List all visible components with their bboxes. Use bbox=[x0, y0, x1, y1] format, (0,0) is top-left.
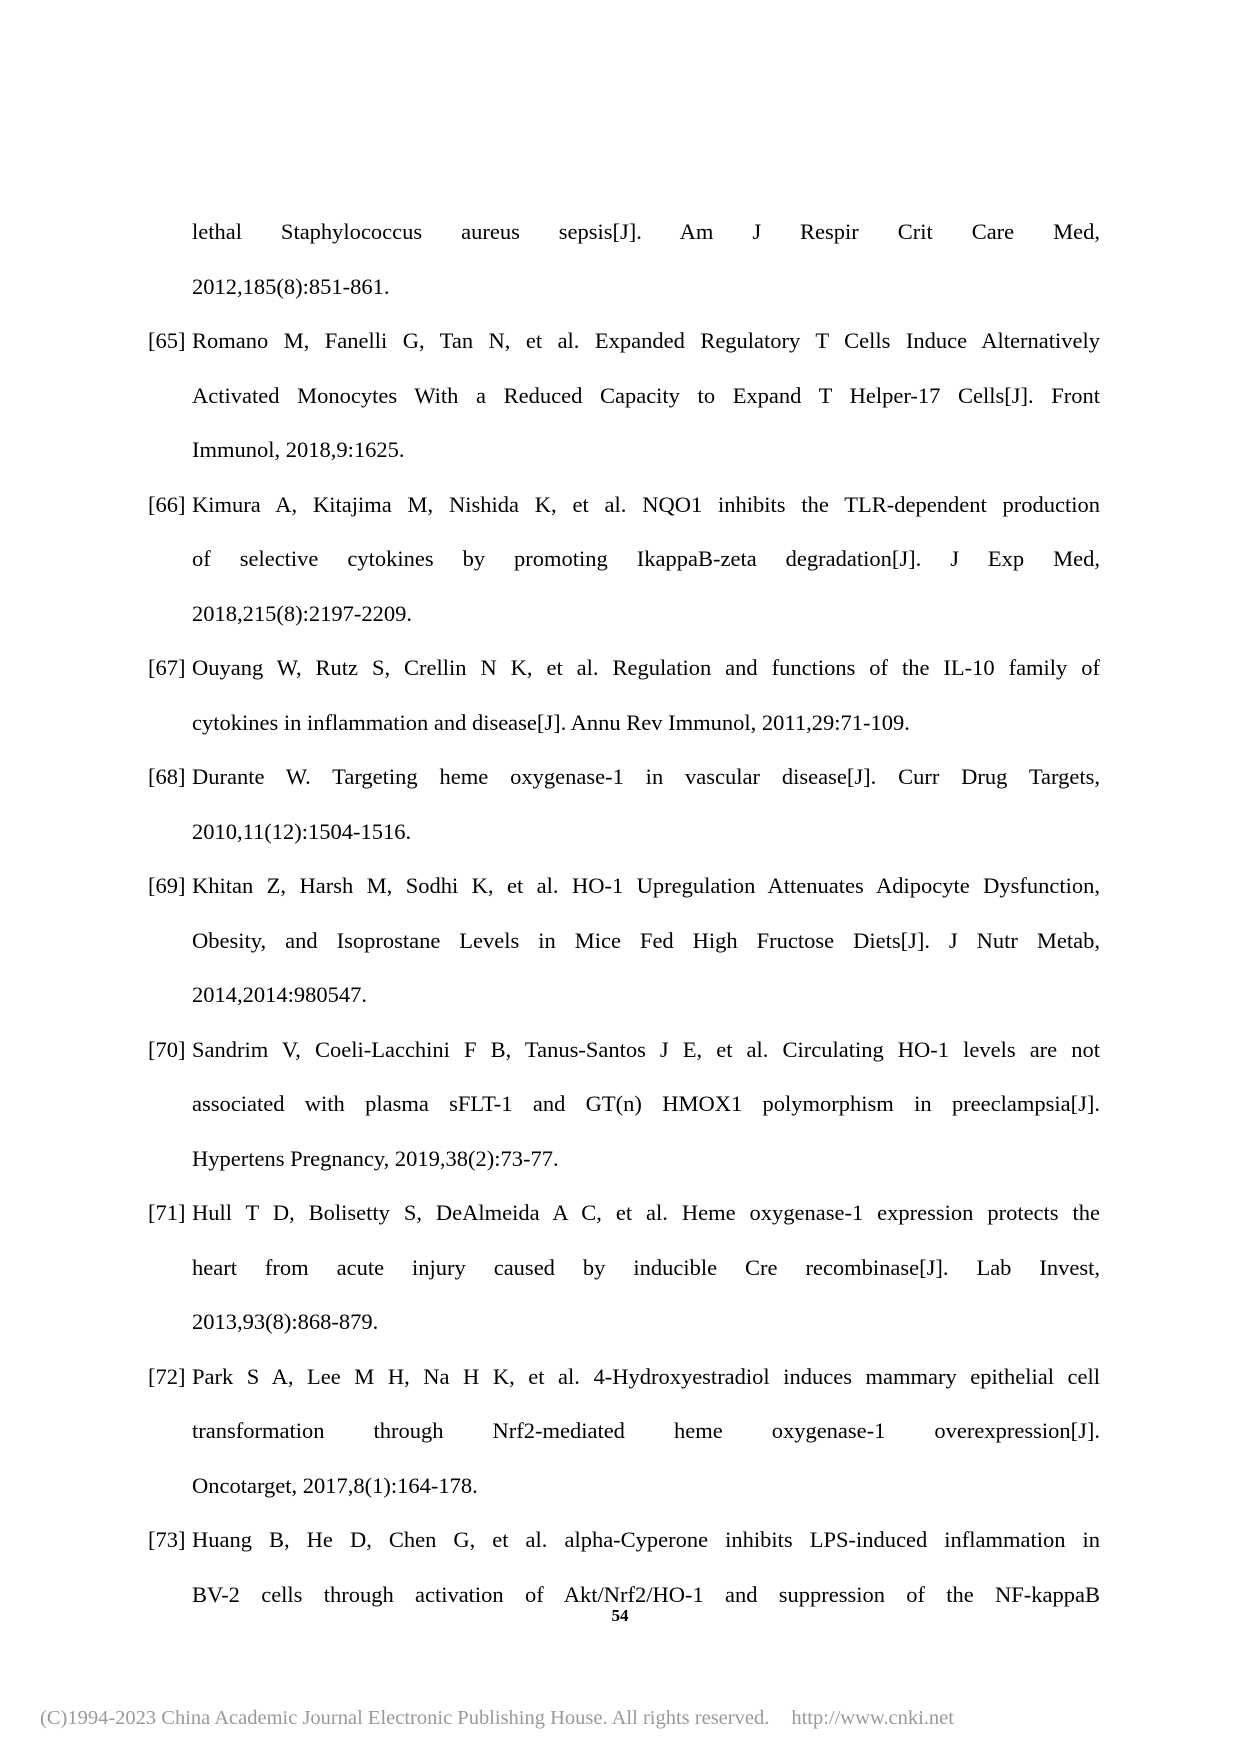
reference-line: of selective cytokines by promoting IkappaB-zeta degradation[J]. J Exp Med, bbox=[192, 546, 1100, 571]
reference-entry bbox=[148, 478, 1100, 642]
reference-first-line bbox=[148, 1513, 1100, 1568]
reference-entry bbox=[148, 1350, 1100, 1514]
reference-first-line bbox=[148, 750, 1100, 805]
reference-line: Immunol, 2018,9:1625. bbox=[192, 437, 405, 462]
reference-number: [69] bbox=[148, 873, 186, 898]
reference-entry bbox=[148, 205, 1100, 314]
footer-url: http://www.cnki.net bbox=[791, 1707, 954, 1729]
reference-line: 2014,2014:980547. bbox=[192, 982, 368, 1007]
reference-list bbox=[148, 205, 1100, 1622]
reference-entry bbox=[148, 1186, 1100, 1350]
reference-number: [65] bbox=[148, 328, 186, 353]
reference-text: Khitan Z, Harsh M, Sodhi K, et al. HO-1 Upregulation Attenuates Adipocyte Dysfunction, bbox=[192, 873, 1100, 898]
reference-entry bbox=[148, 859, 1100, 1023]
reference-line: 2010,11(12):1504-1516. bbox=[192, 818, 412, 844]
page-number: 54 bbox=[611, 1606, 629, 1625]
reference-number: [67] bbox=[148, 655, 186, 680]
reference-text: Durante W. Targeting heme oxygenase-1 in vascular disease[J]. Curr Drug Targets, bbox=[192, 764, 1100, 789]
reference-number: [68] bbox=[148, 764, 186, 789]
reference-entry bbox=[148, 314, 1100, 478]
reference-line: transformation through Nrf2-mediated heme oxygenase-1 overexpression[J]. bbox=[192, 1418, 1100, 1443]
reference-line: cytokines in inflammation and disease[J]. Annu Rev Immunol, 2011,29:71-109. bbox=[192, 709, 910, 735]
reference-line: Activated Monocytes With a Reduced Capacity to Expand T Helper-17 Cells[J]. Front bbox=[192, 382, 1100, 408]
copyright-text: (C)1994-2023 China Academic Journal Electronic Publishing House. All rights reserved. bbox=[40, 1707, 770, 1729]
reference-first-line bbox=[148, 1023, 1100, 1078]
reference-line: Oncotarget, 2017,8(1):164-178. bbox=[192, 1472, 478, 1498]
reference-line: heart from acute injury caused by inducible Cre recombinase[J]. Lab Invest, bbox=[192, 1254, 1100, 1280]
reference-number: [72] bbox=[148, 1363, 186, 1389]
reference-entry bbox=[148, 641, 1100, 750]
reference-text: Sandrim V, Coeli-Lacchini F B, Tanus-Santos J E, et al. Circulating HO-1 levels are not bbox=[192, 1036, 1100, 1062]
reference-first-line bbox=[148, 1186, 1100, 1241]
reference-line: BV-2 cells through activation of Akt/Nrf2/HO-1 and suppression of the NF-kappaB bbox=[192, 1581, 1100, 1607]
reference-text: Ouyang W, Rutz S, Crellin N K, et al. Regulation and functions of the IL-10 family of bbox=[192, 655, 1100, 680]
reference-text: Huang B, He D, Chen G, et al. alpha-Cyperone inhibits LPS-induced inflammation in bbox=[192, 1527, 1100, 1552]
reference-first-line bbox=[148, 314, 1100, 369]
reference-first-line bbox=[148, 641, 1100, 696]
reference-line: 2018,215(8):2197-2209. bbox=[192, 600, 412, 626]
reference-number: [66] bbox=[148, 491, 186, 517]
reference-text: Romano M, Fanelli G, Tan N, et al. Expanded Regulatory T Cells Induce Alternatively bbox=[192, 328, 1100, 353]
reference-line: Obesity, and Isoprostane Levels in Mice Fed High Fructose Diets[J]. J Nutr Metab, bbox=[192, 927, 1100, 953]
reference-text: Kimura A, Kitajima M, Nishida K, et al. NQO1 inhibits the TLR-dependent production bbox=[192, 491, 1100, 517]
reference-line: 2012,185(8):851-861. bbox=[192, 273, 390, 299]
reference-line: associated with plasma sFLT-1 and GT(n) HMOX1 polymorphism in preeclampsia[J]. bbox=[192, 1091, 1100, 1116]
reference-number: [71] bbox=[148, 1200, 186, 1225]
reference-entry bbox=[148, 1023, 1100, 1187]
reference-text: Hull T D, Bolisetty S, DeAlmeida A C, et al. Heme oxygenase-1 expression protects the bbox=[192, 1200, 1100, 1225]
reference-number: [73] bbox=[148, 1527, 186, 1552]
reference-first-line bbox=[148, 859, 1100, 914]
reference-number: [70] bbox=[148, 1036, 186, 1062]
reference-line: Hypertens Pregnancy, 2019,38(2):73-77. bbox=[192, 1145, 559, 1171]
reference-line: lethal Staphylococcus aureus sepsis[J]. Am J Respir Crit Care Med, bbox=[192, 219, 1100, 244]
reference-first-line bbox=[148, 478, 1100, 533]
copyright-footer bbox=[40, 1707, 954, 1730]
reference-text: Park S A, Lee M H, Na H K, et al. 4-Hydroxyestradiol induces mammary epithelial cell bbox=[192, 1363, 1100, 1389]
reference-first-line bbox=[148, 1350, 1100, 1405]
reference-line: 2013,93(8):868-879. bbox=[192, 1309, 379, 1334]
reference-entry bbox=[148, 750, 1100, 859]
